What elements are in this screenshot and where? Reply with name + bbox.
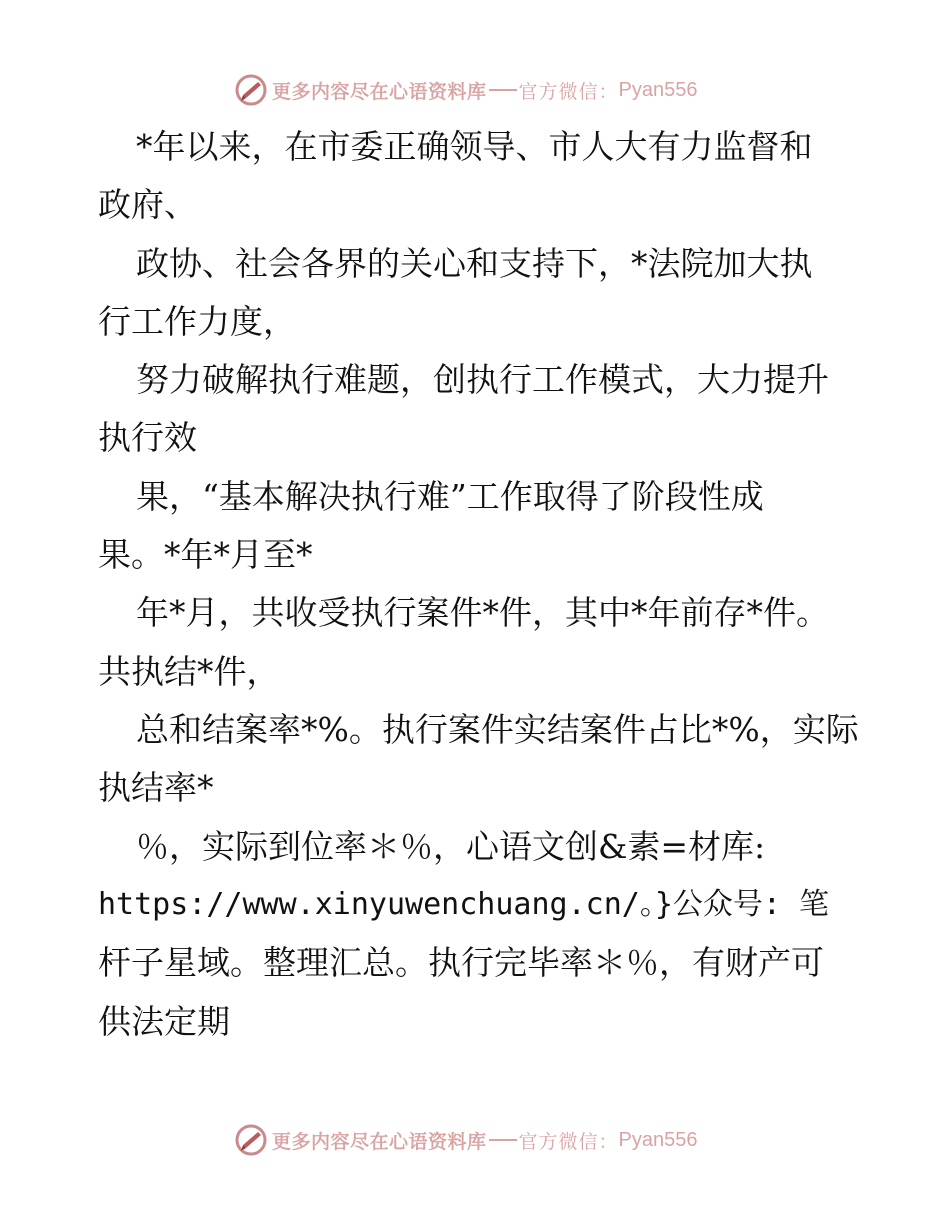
body-line: 政协、社会各界的关心和支持下，*法院加大执 [136,244,813,283]
body-line: 共执结*件， [98,652,280,691]
footer-banner-account: Pyan556 [618,1128,698,1151]
footer-banner-text: 更多内容尽在心语资料库 [272,1130,487,1153]
brand-logo-icon [234,1123,268,1157]
header-banner [234,72,698,108]
brand-logo-icon [234,73,268,107]
body-line: 年*月，共收受执行案件*件，其中*年前存*件。 [136,593,829,632]
body-line: 果。*年*月至* [98,535,313,574]
body-line: 总和结案率*%。执行案件实结案件占比*%，实际 [136,710,859,749]
body-line: *年以来，在市委正确领导、市人大有力监督和 [136,127,813,166]
body-line: 执行效 [98,418,197,457]
body-line: https://www.xinyuwenchuang.cn/。}公众号: 笔 [98,887,830,922]
body-line: 政府、 [98,185,197,224]
footer-banner-dash [489,1139,517,1141]
body-line: 供法定期 [98,1002,230,1041]
header-banner-suffix: 官方微信： [518,80,619,103]
header-banner-account: Pyan556 [618,78,698,101]
body-line: ％，实际到位率＊％，心语文创&素=材库: [136,827,766,866]
body-line: 果，“基本解决执行难”工作取得了阶段性成 [136,477,764,516]
body-line: 执结率* [98,768,214,807]
body-line: 努力破解执行难题，创执行工作模式，大力提升 [136,360,829,399]
footer-banner [234,1122,698,1158]
footer-banner-suffix: 官方微信： [518,1130,619,1153]
header-banner-text: 更多内容尽在心语资料库 [272,80,487,103]
header-banner-dash [489,89,517,91]
body-line: 杆子星域。整理汇总。执行完毕率＊％，有财产可 [98,943,824,982]
body-line: 行工作力度， [98,302,296,341]
